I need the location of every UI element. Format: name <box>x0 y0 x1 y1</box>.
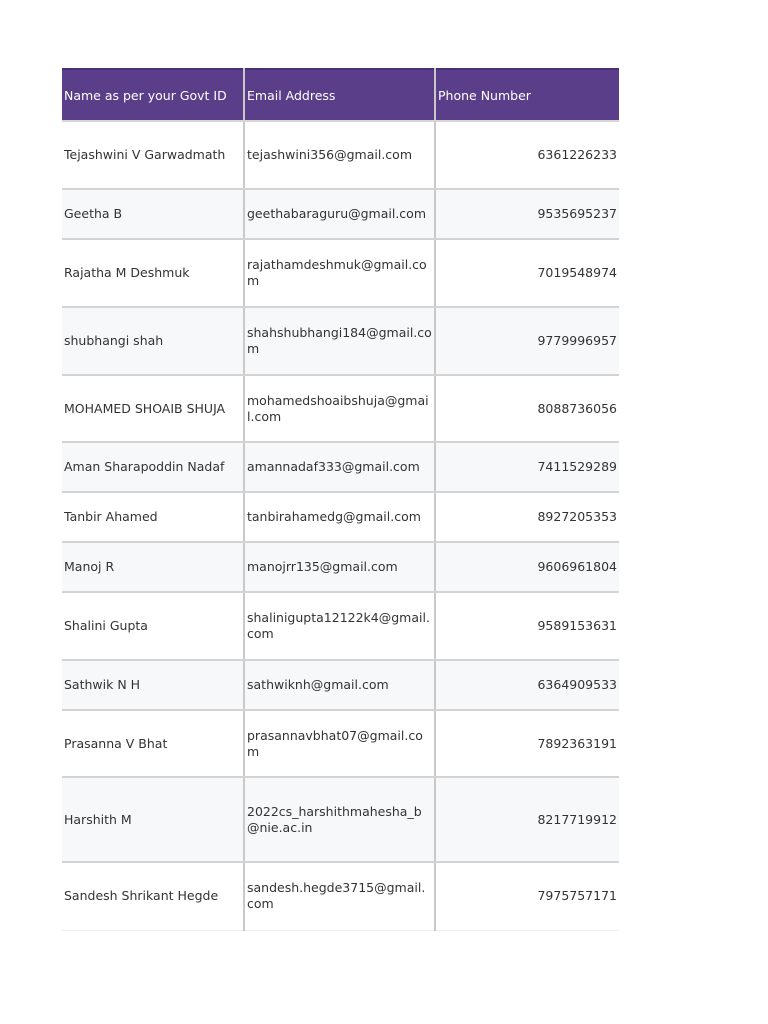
table-row <box>62 121 619 189</box>
table-row <box>62 710 619 777</box>
email-cell: shalinigupta12122k4@gmail.com <box>244 592 435 660</box>
email-cell: sathwiknh@gmail.com <box>244 660 435 710</box>
name-cell: Tanbir Ahamed <box>62 492 244 542</box>
email-cell: tejashwini356@gmail.com <box>244 121 435 189</box>
column-header-phone: Phone Number <box>435 69 619 121</box>
table-row <box>62 777 619 862</box>
email-cell: 2022cs_harshithmahesha_b@nie.ac.in <box>244 777 435 862</box>
column-header-email: Email Address <box>244 69 435 121</box>
email-cell: manojrr135@gmail.com <box>244 542 435 592</box>
table-row <box>62 592 619 660</box>
name-cell: Harshith M <box>62 777 244 862</box>
phone-cell: 9779996957 <box>435 307 619 375</box>
table-row <box>62 442 619 492</box>
phone-cell: 6364909533 <box>435 660 619 710</box>
table-row <box>62 542 619 592</box>
phone-cell: 9589153631 <box>435 592 619 660</box>
table-row <box>62 189 619 239</box>
phone-cell: 8088736056 <box>435 375 619 442</box>
phone-cell: 7019548974 <box>435 239 619 307</box>
name-cell: MOHAMED SHOAIB SHUJA <box>62 375 244 442</box>
email-cell: mohamedshoaibshuja@gmail.com <box>244 375 435 442</box>
name-cell: Rajatha M Deshmuk <box>62 239 244 307</box>
email-cell: geethabaraguru@gmail.com <box>244 189 435 239</box>
name-cell: Prasanna V Bhat <box>62 710 244 777</box>
email-cell: rajathamdeshmuk@gmail.com <box>244 239 435 307</box>
email-cell: amannadaf333@gmail.com <box>244 442 435 492</box>
phone-cell: 7892363191 <box>435 710 619 777</box>
phone-cell: 9535695237 <box>435 189 619 239</box>
name-cell: Geetha B <box>62 189 244 239</box>
phone-cell: 6361226233 <box>435 121 619 189</box>
name-cell: Aman Sharapoddin Nadaf <box>62 442 244 492</box>
table-row <box>62 239 619 307</box>
phone-cell: 9606961804 <box>435 542 619 592</box>
email-cell: shahshubhangi184@gmail.com <box>244 307 435 375</box>
phone-cell: 8217719912 <box>435 777 619 862</box>
phone-cell: 7975757171 <box>435 862 619 930</box>
table-row <box>62 375 619 442</box>
name-cell: shubhangi shah <box>62 307 244 375</box>
name-cell: Manoj R <box>62 542 244 592</box>
table-row <box>62 862 619 930</box>
email-cell: tanbirahamedg@gmail.com <box>244 492 435 542</box>
phone-cell: 8927205353 <box>435 492 619 542</box>
header-row <box>62 69 619 121</box>
table-row <box>62 660 619 710</box>
contacts-table <box>62 68 619 931</box>
table-row <box>62 307 619 375</box>
email-cell: prasannavbhat07@gmail.com <box>244 710 435 777</box>
table-row <box>62 492 619 542</box>
email-cell: sandesh.hegde3715@gmail.com <box>244 862 435 930</box>
name-cell: Shalini Gupta <box>62 592 244 660</box>
column-header-name: Name as per your Govt ID <box>62 69 244 121</box>
name-cell: Sandesh Shrikant Hegde <box>62 862 244 930</box>
phone-cell: 7411529289 <box>435 442 619 492</box>
name-cell: Tejashwini V Garwadmath <box>62 121 244 189</box>
name-cell: Sathwik N H <box>62 660 244 710</box>
